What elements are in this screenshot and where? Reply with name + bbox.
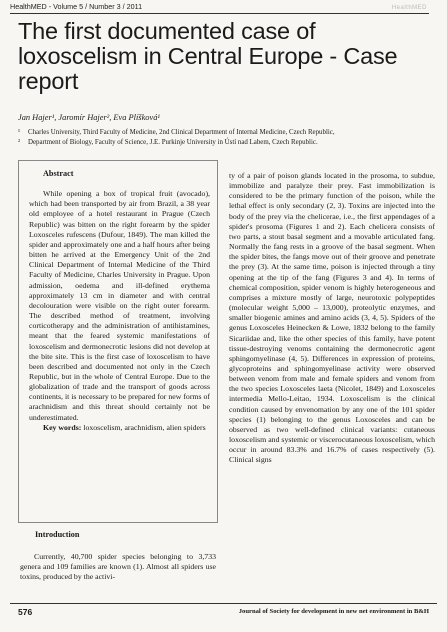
abstract-body: While opening a box of tropical fruit (avocado), which had been transported by air from Brazil, a 38 year old employee of a hotel restaurant in Prague (Czech Republic) was bitten on the right forearm by the spider Loxosceles rufescens (Dufour, 1849). The man killed the spider and approximately one and a half hours after being bitten he arrived at the Emergency Unit of the 2nd Clinical Department of Internal Medicine of the Third Faculty of Medicine, Charles University in Prague. Upon admission, oedema and ill-defined erythema approximately 13 cm in diameter and with central decolouration were visible on the right outer forearm. The described method of treatment, involving corticotherapy and the administration of antihistamines, meant that the feared systemic manifestations of loxoscelism and dermonecrotic lesions did not develop at the bite site. This is the first case of loxoscelism to have been described and documented not only in the Czech Republic, but in the whole of Central Europe. Due to the globalization of trade and the transport of goods across continents, it is necessary to be prepared for new forms of arachnidism and this threat should certainly not be underestimated. [29, 189, 210, 422]
affiliation-1: ¹ Charles University, Third Faculty of Medicine, 2nd Clinical Department of Internal Medicine, Czech Republic, [18, 129, 335, 136]
journal-issue: HealthMED - Volume 5 / Number 3 / 2011 [10, 2, 143, 11]
introduction-text [20, 552, 216, 582]
abstract-box [18, 160, 218, 523]
keywords [29, 423, 210, 433]
footer-journal-name: Journal of Society for development in new net environment in B&H [238, 608, 429, 615]
page-number: 576 [18, 607, 33, 617]
keywords-label: Key words: [43, 422, 82, 432]
affiliations [18, 128, 438, 147]
keywords-list: loxoscelism, arachnidism, alien spiders [83, 422, 206, 432]
abstract-heading: Abstract [43, 169, 74, 178]
right-column-body: ty of a pair of poison glands located in the prosoma, to subdue, immobilize and paralyze their prey. Fast immobilization is considered to be the primary function of the poison, while the lethal effect is only secondary (2, 3). Toxins are injected into the body of the prey via the chelicerae, i.e., the first appendages of a spider's prosoma (Figures 1 and 2). Each chelicera consists of two parts, a stout basal segment and a movable articulated fang. Normally the fang rests in a groove of the basal segment. When the spider bites, the fangs move out of their groove and penetrate the prey (3). At the same time, poison is injected through a tiny opening at the tip of the fang (Figures 3 and 4). In terms of chemical composition, spider venom is highly heterogeneous and comprises a mixture mostly of large, neurotoxic polypeptides (molecular weight 5,000 – 13,000), proteolytic enzymes, and smaller biogenic amines and amino acids (3, 4, 5). Spiders of the genus Loxosceles Heinecken & Lowe, 1832 belong to the family Sicariidae and, like the other species of this family, have potent tissue-destroying venoms containing the dermonecrotic agent sphingomyelinase (4, 5). Differences in expression of proteins, glycoproteins and sphingomyelinase activity were observed between venom from male and female spiders and venom from the two species Loxosceles laeta (Nicolet, 1849) and Loxosceles intermedia Mello-Leitao, 1934. Loxoscelism is the clinical condition caused by envenomation by any one of the 101 spider species (1) belonging to the genus Loxosceles and can be observed as two well-defined clinical variants: cutaneous loxoscelism and systemic or viscerocutaneous loxoscelism, which occur in around 83.3% and 16.7% of cases respectively (5). Clinical signs [229, 171, 435, 465]
affiliation-2: ² Department of Biology, Faculty of Science, J.E. Purkinje University in Ústí nad Labem, Czech Republic. [18, 138, 318, 146]
introduction-body: Currently, 40,700 spider species belonging to 3,733 genera and 109 families are known (1). Almost all spiders use toxins, produced by the activi- [20, 552, 216, 582]
header-rule [10, 13, 429, 14]
article-title: The first documented case of loxoscelism in Central Europe - Case report [18, 18, 398, 94]
introduction-heading: Introduction [35, 530, 80, 539]
page-footer [10, 603, 437, 624]
right-column-text [229, 171, 435, 466]
faded-stamp: HealthMED [391, 5, 427, 11]
running-header [0, 0, 447, 14]
author-list: Jan Hajer¹, Jaromír Hajer², Eva Plíšková¹ [18, 113, 160, 122]
